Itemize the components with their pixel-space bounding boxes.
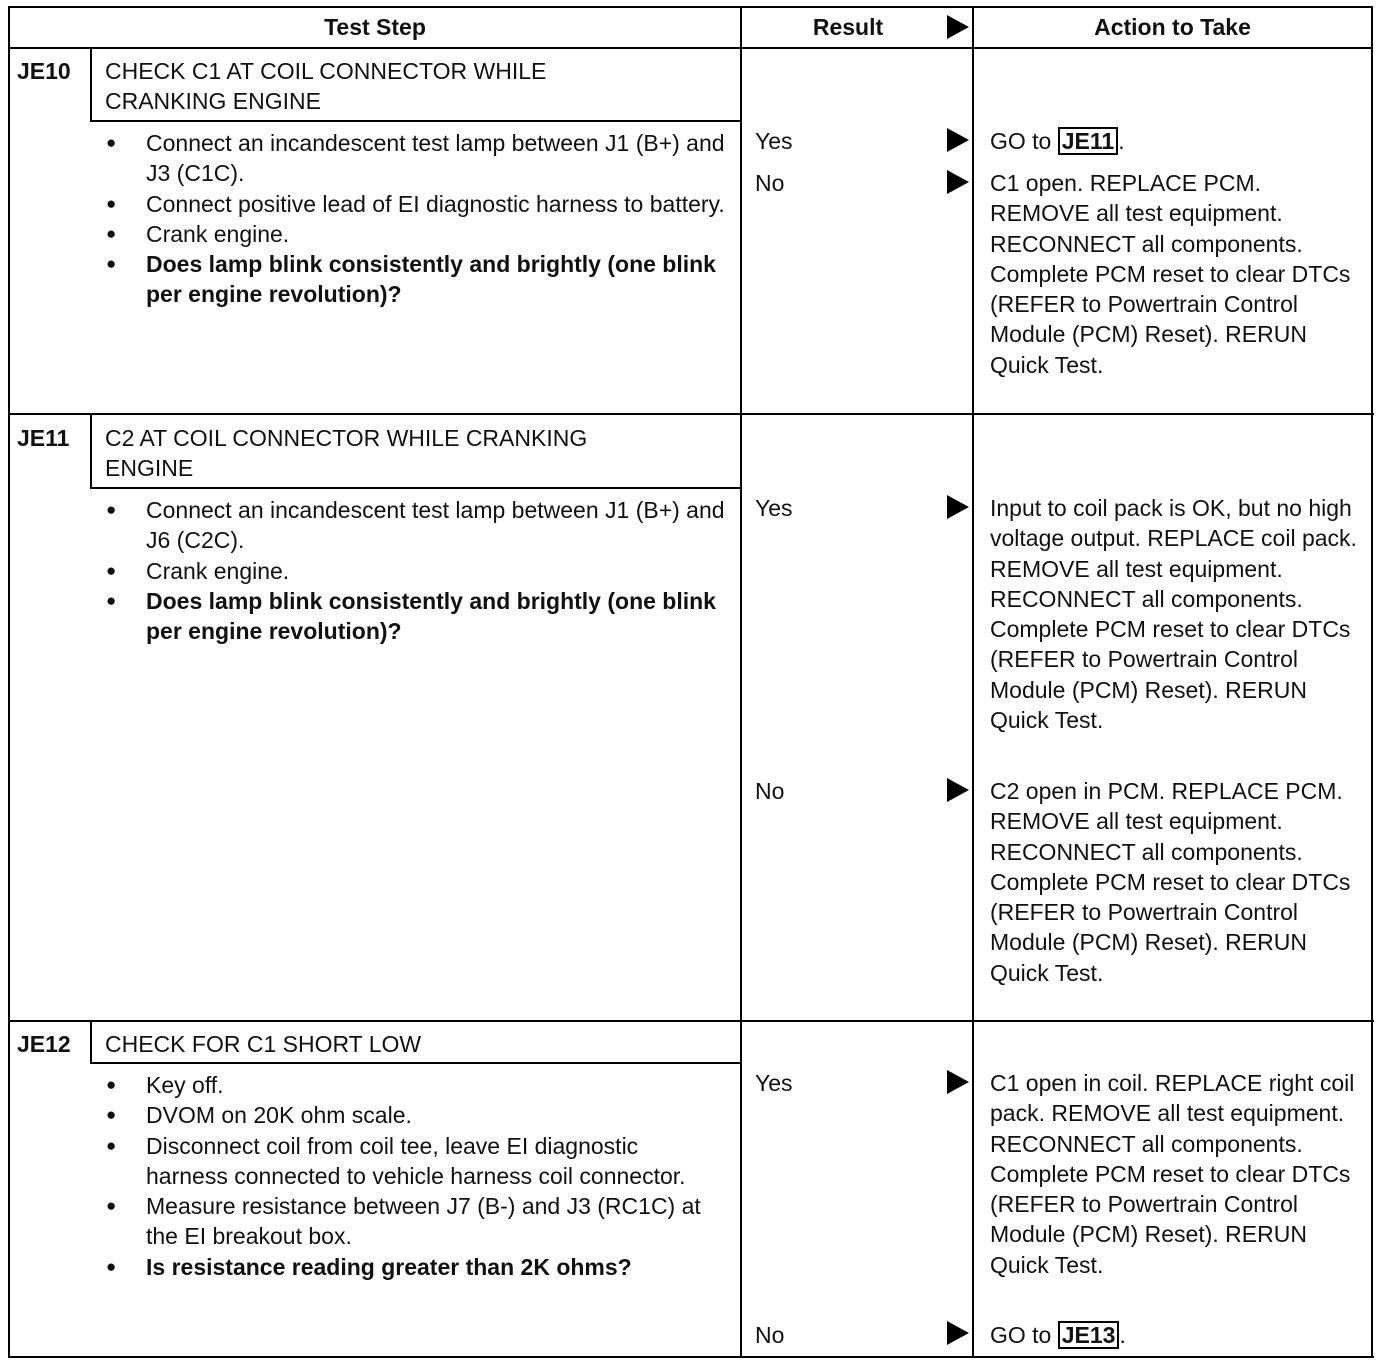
je10-bottom-border [8, 413, 1374, 415]
step-bullets-je12 [106, 1070, 726, 1282]
action-text: GO to JE11 . [990, 128, 1125, 154]
list-item: ● Does lamp blink consistently and brightly (one blink per engine revolution)? [106, 586, 726, 647]
step-title-je10: CHECK C1 AT COIL CONNECTOR WHILE CRANKING ENGINE [105, 58, 547, 114]
je10-id-divider [90, 48, 92, 122]
table-right-border [1371, 6, 1373, 1358]
result-label-no: No [755, 778, 785, 804]
list-item: ● Connect an incandescent test lamp between J1 (B+) and J6 (C2C). [106, 495, 726, 556]
col-divider-step-result [740, 6, 742, 1358]
arrow-icon [947, 778, 969, 802]
header-arrow-icon [947, 15, 969, 39]
list-item: ● Measure resistance between J7 (B-) and J3 (RC1C) at the EI breakout box. [106, 1191, 726, 1252]
list-item: ● Connect positive lead of EI diagnostic harness to battery. [106, 189, 726, 219]
step-bullets-je11 [106, 495, 726, 646]
arrow-icon [947, 1321, 969, 1345]
result-label-no: No [755, 170, 785, 196]
col-divider-result-action [972, 6, 974, 1358]
list-item: ● Does lamp blink consistently and brightly (one blink per engine revolution)? [106, 249, 726, 310]
je11-id-divider [90, 414, 92, 488]
result-label-no: No [755, 1322, 785, 1348]
list-item: ● Disconnect coil from coil tee, leave EI diagnostic harness connected to vehicle harness coil connector. [106, 1131, 726, 1192]
arrow-icon [947, 495, 969, 519]
result-label-yes: Yes [755, 495, 793, 521]
step-id-je12: JE12 [17, 1031, 71, 1057]
step-reference-link[interactable]: JE13 [1058, 1321, 1120, 1349]
header-test-step: Test Step [324, 14, 426, 40]
table-top-border [8, 6, 1372, 8]
list-item: ● Crank engine. [106, 556, 726, 586]
step-id-je11: JE11 [17, 425, 70, 451]
step-title-je12: CHECK FOR C1 SHORT LOW [105, 1031, 422, 1057]
je11-bottom-border [8, 1020, 1374, 1022]
list-item: ● Is resistance reading greater than 2K ohms? [106, 1252, 726, 1282]
action-text: GO to JE13 . [990, 1322, 1126, 1348]
action-text: C1 open. REPLACE PCM. REMOVE all test equipment. RECONNECT all components. Complete PCM reset to clear DTCs (REFER to Powertrain Control Module (PCM) Reset). RERUN Quick Test. [990, 170, 1351, 378]
list-item: ● Crank engine. [106, 219, 726, 249]
action-text: C2 open in PCM. REPLACE PCM. REMOVE all test equipment. RECONNECT all components. Complete PCM reset to clear DTCs (REFER to Powertrain Control Module (PCM) Reset). RERUN Quick Test. [990, 778, 1351, 986]
je11-title-underline [90, 487, 741, 489]
step-reference-link[interactable]: JE11 [1058, 127, 1118, 155]
step-id-je10: JE10 [17, 58, 71, 84]
je10-title-underline [90, 120, 741, 122]
result-label-yes: Yes [755, 1070, 793, 1096]
table-left-border [8, 6, 10, 1358]
je12-id-divider [90, 1021, 92, 1064]
step-title-je11: C2 AT COIL CONNECTOR WHILE CRANKING ENGINE [105, 425, 588, 481]
result-label-yes: Yes [755, 128, 793, 154]
header-result: Result [812, 14, 884, 40]
header-bottom-border [8, 47, 1372, 49]
header-action: Action to Take [1094, 14, 1251, 40]
action-text: Input to coil pack is OK, but no high voltage output. REPLACE coil pack. REMOVE all test equipment. RECONNECT all components. Complete PCM reset to clear DTCs (REFER to Powertrain Control Module (PCM) Reset). RERUN Quick Test. [990, 495, 1357, 734]
arrow-icon [947, 170, 969, 194]
je12-title-underline [90, 1062, 741, 1064]
step-bullets-je10 [106, 128, 726, 310]
arrow-icon [947, 1070, 969, 1094]
table-bottom-border [8, 1356, 1374, 1358]
action-text: C1 open in coil. REPLACE right coil pack. REMOVE all test equipment. RECONNECT all components. Complete PCM reset to clear DTCs (REFER to Powertrain Control Module (PCM) Reset). RERUN Quick Test. [990, 1070, 1355, 1278]
list-item: ● Key off. [106, 1070, 726, 1100]
list-item: ● DVOM on 20K ohm scale. [106, 1100, 726, 1130]
list-item: ● Connect an incandescent test lamp between J1 (B+) and J3 (C1C). [106, 128, 726, 189]
arrow-icon [947, 128, 969, 152]
